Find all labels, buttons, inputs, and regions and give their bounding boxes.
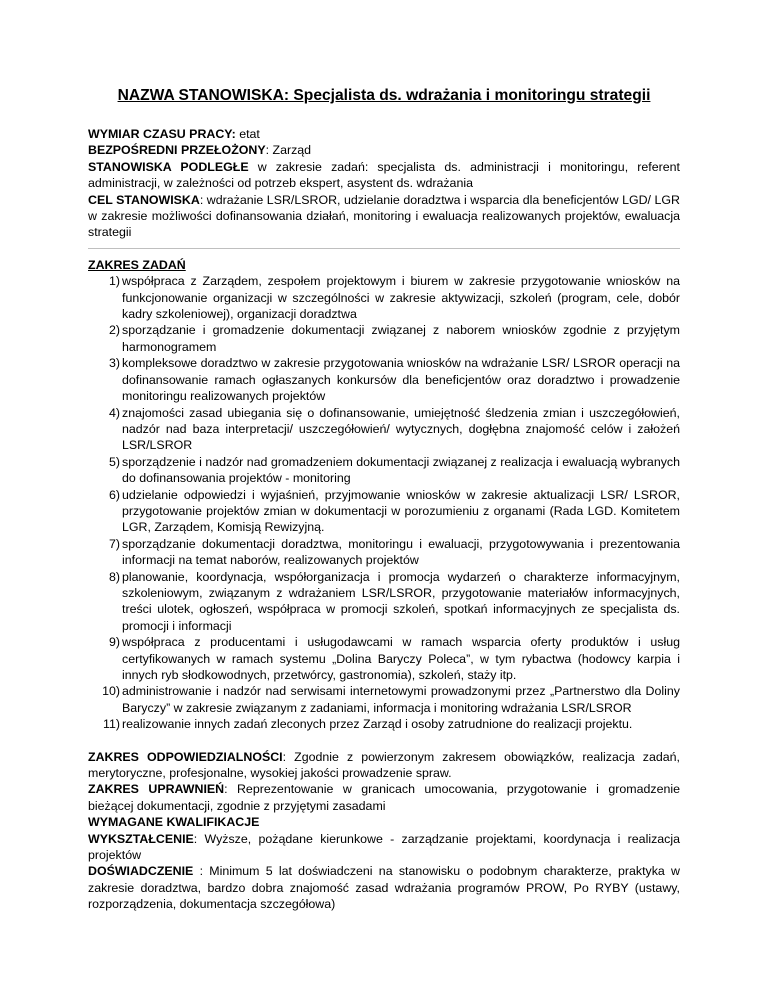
- task-list: [88, 273, 680, 732]
- spacer: [88, 733, 680, 749]
- field-value: : Zgodnie z powierzonym zakresem obowiązków, realizacja zadań, merytoryczne, profesjonalne, wysokiej jakości prowadzenie spraw.: [88, 749, 680, 781]
- list-item: [88, 273, 680, 322]
- page-title: NAZWA STANOWISKA: Specjalista ds. wdrażania i monitoringu strategii: [117, 87, 651, 104]
- field-cel: [88, 192, 680, 241]
- field-label: BEZPOŚREDNI PRZEŁOŻONY: [88, 143, 266, 158]
- list-item: [88, 536, 680, 569]
- list-item: [88, 405, 680, 454]
- list-item-number: 10): [102, 684, 120, 699]
- field-value: w zakresie zadań: specjalista ds. administracji i monitoringu, referent administracji, w zależności od potrzeb ekspert, asystent ds. wdrażania: [88, 159, 680, 191]
- field-podlegle: [88, 159, 680, 192]
- list-item-text: znajomości zasad ubiegania się o dofinansowanie, umiejętność śledzenia zmian i uszczegółowień, nadzór nad baza interpretacji/ uszczegółowień/ wytycznych, dogłębna znajomość celów i założeń LSR/LSROR: [122, 405, 680, 453]
- field-value: : Wyższe, pożądane kierunkowe - zarządzanie projektami, koordynacja i realizacja projektów: [88, 831, 680, 863]
- list-item: [88, 487, 680, 536]
- document-page: [88, 86, 680, 913]
- field-doswiadczenie: [88, 863, 680, 912]
- list-item-number: 7): [108, 536, 120, 551]
- list-item-text: administrowanie i nadzór nad serwisami internetowymi prowadzonymi przez „Partnerstwo dla Doliny Baryczy” w zakresie związanym z zadaniami, informacja i monitoring wdrażania LSR/LSROR: [122, 684, 680, 715]
- list-item-text: sporządzenie i nadzór nad gromadzeniem dokumentacji związanej z realizacja i ewaluacją wybranych do dofinansowania projektów - monitoring: [122, 454, 680, 486]
- field-wymiar: [88, 126, 680, 142]
- list-item: [88, 569, 680, 635]
- list-item-number: 8): [108, 569, 120, 584]
- field-value: : Reprezentowanie w granicach umocowania, przygotowanie i gromadzenie bieżącej dokumentacji, zgodnie z przyjętymi zasadami: [88, 782, 681, 813]
- list-item-text: sporządzanie dokumentacji doradztwa, monitoringu i ewaluacji, przygotowywania i prezentowania informacji na temat naborów, realizowanych projektów: [122, 536, 680, 568]
- field-odpowiedzialnosc: [88, 749, 680, 782]
- kwalifikacje-heading: WYMAGANE KWALIFIKACJE: [88, 815, 260, 830]
- list-item-text: sporządzanie i gromadzenie dokumentacji związanej z naborem wniosków zgodnie z przyjętym harmonogramem: [122, 323, 680, 354]
- field-wyksztalcenie: [88, 831, 680, 864]
- field-value: : wdrażanie LSR/LSROR, udzielanie doradztwa i wsparcia dla beneficjentów LGD/ LGR w zakresie możliwości dofinansowania działań, monitoring i ewaluacja realizowanych projektów, ewaluacja strategii: [88, 192, 680, 240]
- field-label: DOŚWIADCZENIE: [88, 864, 194, 879]
- section-divider: [88, 248, 680, 249]
- field-label: WYMIAR CZASU PRACY:: [88, 127, 236, 141]
- field-label: WYKSZTAŁCENIE: [88, 831, 194, 846]
- field-label: ZAKRES UPRAWNIEŃ: [88, 782, 225, 797]
- list-item-number: 3): [108, 356, 120, 371]
- list-item: [88, 355, 680, 404]
- field-value: etat: [235, 127, 260, 141]
- zakres-zadan-title: ZAKRES ZADAŃ: [88, 257, 186, 272]
- field-uprawnienia: [88, 781, 680, 814]
- list-item-number: 6): [108, 487, 120, 502]
- list-item-number: 9): [108, 635, 120, 650]
- list-item-number: 4): [108, 405, 120, 420]
- list-item: [88, 454, 680, 487]
- field-label: CEL STANOWISKA: [88, 192, 200, 207]
- list-item-text: planowanie, koordynacja, współorganizacja i promocja wydarzeń o charakterze informacyjnym, szkoleniowym, związanym z wdrażaniem LSR/LSROR, przygotowanie materiałów informacyjnych, treści ulotek, ogłoszeń, współpraca w promocji szkoleń, spotkań informacyjnych ze specjalista ds. promocji i informacji: [122, 569, 680, 633]
- list-item-text: kompleksowe doradztwo w zakresie przygotowania wniosków na wdrażanie LSR/ LSROR operacji na dofinansowanie ramach ogłaszanych konkursów dla beneficjentów oraz doradztwo i prowadzenie monitoringu realizowanych projektów: [122, 356, 680, 404]
- list-item: [88, 634, 680, 683]
- list-item-number: 5): [108, 454, 120, 469]
- list-item-text: współpraca z Zarządem, zespołem projektowym i biurem w zakresie przygotowanie wniosków na funkcjonowanie organizacji w szczególności w zakresie aktywizacji, szkoleń (program, cele, dobór kadry szkoleniowej), organizacji doradztwa: [122, 274, 680, 322]
- list-item: [88, 716, 680, 732]
- list-item-number: 11): [103, 717, 120, 732]
- field-label: STANOWISKA PODLEGŁE: [88, 159, 249, 174]
- list-item: [88, 683, 680, 716]
- field-value: : Zarząd: [265, 143, 312, 158]
- list-item-number: 1): [108, 274, 120, 289]
- field-value: : Minimum 5 lat doświadczeni na stanowisku o podobnym charakterze, praktyka w zakresie doradztwa, bardzo dobra znajomość zasad wdrażania programów PROW, Po RYBY (ustawy, rozporządzenia, dokumentacja szczegółowa): [88, 864, 680, 912]
- list-item-text: realizowanie innych zadań zleconych przez Zarząd i osoby zatrudnione do realizacji projektu.: [122, 717, 633, 732]
- field-przelozony: [88, 142, 680, 158]
- field-label: ZAKRES ODPOWIEDZIALNOŚCI: [88, 749, 283, 764]
- list-item-text: współpraca z producentami i usługodawcami w ramach wsparcia oferty produktów i usług certyfikowanych w ramach systemu „Dolina Baryczy Poleca”, w tym rybactwa (hodowcy karpia i innych ryb słodkowodnych, przetwórcy, gastronomia), szkoleń, staży itp.: [122, 635, 680, 682]
- list-item-text: udzielanie odpowiedzi i wyjaśnień, przyjmowanie wniosków w zakresie aktualizacji LSR/ LSROR, przygotowanie projektów zmian w dokumentacji w porozumieniu z organami (Rada LGD. Komitetem LGR, Zarządem, Komisją Rewizyjną.: [122, 487, 680, 535]
- list-item: [88, 322, 680, 355]
- list-item-number: 2): [108, 323, 120, 338]
